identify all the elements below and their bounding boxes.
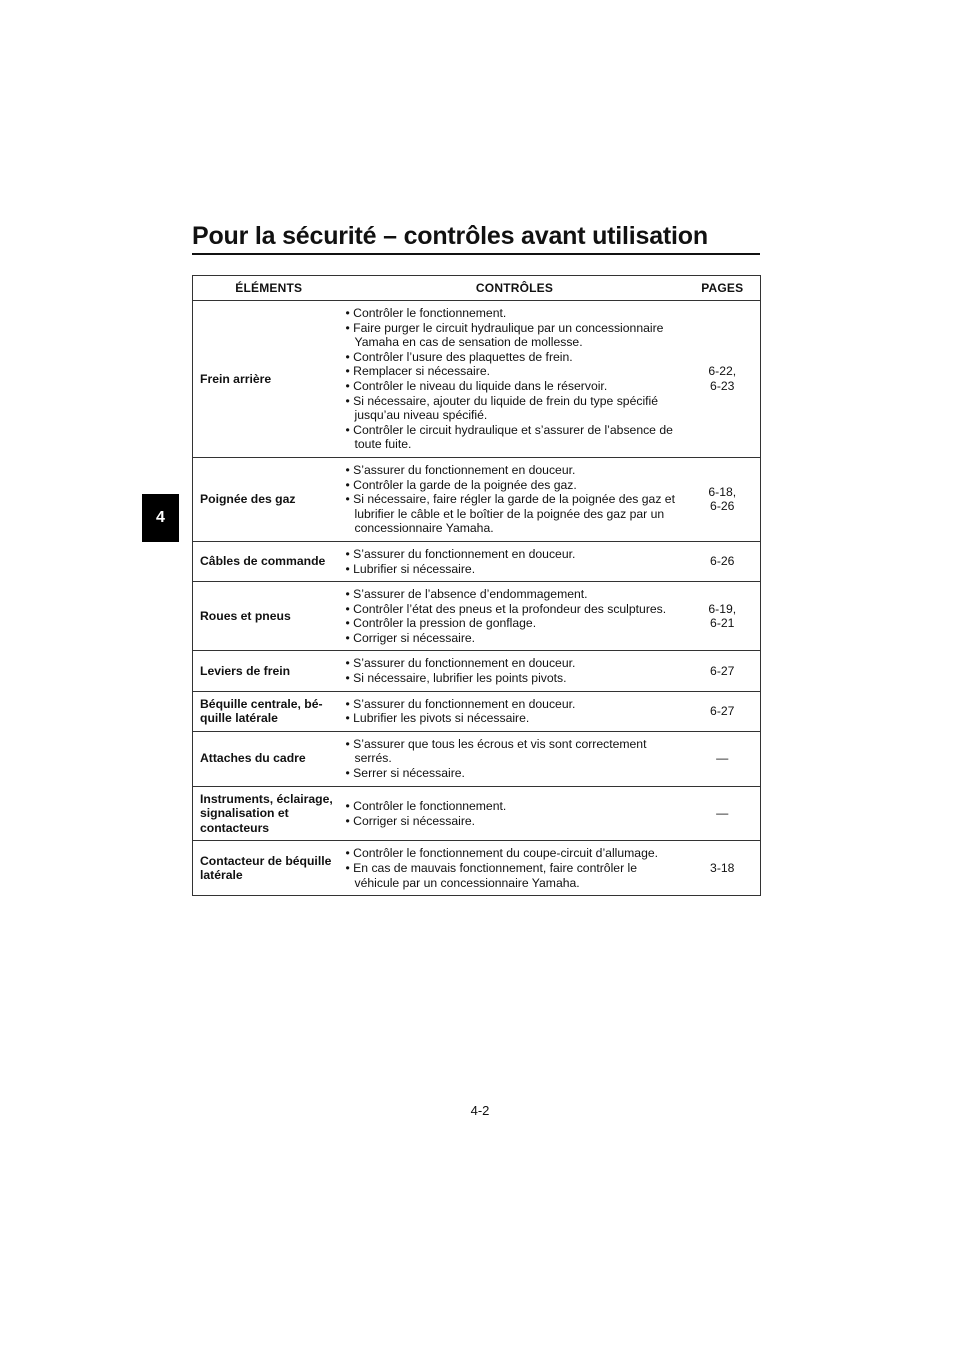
item-cell: Contacteur de béquille latérale (193, 841, 345, 896)
item-cell: Attaches du cadre (193, 731, 345, 786)
table-row (193, 457, 761, 541)
page-number: 4-2 (470, 1103, 490, 1118)
check-item: • Contrôler l’usure des plaquettes de frein. (346, 350, 681, 365)
checks-list (346, 587, 681, 645)
check-item: • Lubrifier les pivots si nécessaire. (346, 711, 681, 726)
pages-cell: 6-27 (685, 651, 761, 691)
pages-cell: 6-22, 6-23 (685, 301, 761, 458)
check-item: • Contrôler la pression de gonflage. (346, 616, 681, 631)
pages-cell: — (685, 731, 761, 786)
check-item: • Contrôler le circuit hydraulique et s’assurer de l’absence de toute fuite. (346, 423, 681, 452)
table-row (193, 731, 761, 786)
check-item: • Si nécessaire, faire régler la garde de la poignée des gaz et lubrifier le câble et le boîtier de la poignée des gaz par un concessionnaire Yamaha. (346, 492, 681, 536)
table-row (193, 691, 761, 731)
table-row (193, 582, 761, 651)
check-item: • S’assurer que tous les écrous et vis sont correctement serrés. (346, 737, 681, 766)
item-cell: Frein arrière (193, 301, 345, 458)
check-item: • Si nécessaire, lubrifier les points pivots. (346, 671, 681, 686)
item-cell: Instruments, éclairage, signalisation et contacteurs (193, 786, 345, 841)
item-cell: Poignée des gaz (193, 457, 345, 541)
pages-cell: 6-27 (685, 691, 761, 731)
pages-cell: — (685, 786, 761, 841)
check-item: • S’assurer du fonctionnement en douceur. (346, 547, 681, 562)
item-cell: Câbles de commande (193, 541, 345, 581)
check-item: • S’assurer du fonctionnement en douceur. (346, 656, 681, 671)
checks-cell (345, 786, 685, 841)
check-item: • Serrer si nécessaire. (346, 766, 681, 781)
checks-list (346, 697, 681, 726)
check-item: • Corriger si nécessaire. (346, 631, 681, 646)
check-item: • Contrôler l’état des pneus et la profondeur des sculptures. (346, 602, 681, 617)
table-row (193, 841, 761, 896)
pages-cell: 6-18, 6-26 (685, 457, 761, 541)
check-item: • En cas de mauvais fonctionnement, faire contrôler le véhicule par un concessionnaire Yamaha. (346, 861, 681, 890)
checks-list (346, 799, 681, 828)
check-item: • Contrôler la garde de la poignée des gaz. (346, 478, 681, 493)
item-cell: Béquille centrale, béquille latérale (193, 691, 345, 731)
chapter-tab: 4 (142, 494, 179, 542)
checks-list (346, 656, 681, 685)
check-item: • Si nécessaire, ajouter du liquide de frein du type spécifié jusqu’au niveau spécifié. (346, 394, 681, 423)
check-item: • Remplacer si nécessaire. (346, 364, 681, 379)
table-row (193, 786, 761, 841)
table-header-row (193, 276, 761, 301)
item-cell: Roues et pneus (193, 582, 345, 651)
table-body (193, 301, 761, 896)
check-item: • Contrôler le fonctionnement. (346, 306, 681, 321)
checks-cell (345, 651, 685, 691)
check-item: • Contrôler le niveau du liquide dans le réservoir. (346, 379, 681, 394)
pages-cell: 3-18 (685, 841, 761, 896)
table-row (193, 651, 761, 691)
checks-list (346, 737, 681, 781)
checks-cell (345, 457, 685, 541)
checks-cell (345, 841, 685, 896)
pre-operation-checks-table (192, 275, 761, 896)
checks-cell (345, 731, 685, 786)
checks-list (346, 306, 681, 452)
check-item: • S’assurer de l’absence d’endommagement. (346, 587, 681, 602)
column-header-checks: CONTRÔLES (345, 276, 685, 301)
checks-cell (345, 541, 685, 581)
title-underline (192, 253, 760, 255)
table-row (193, 541, 761, 581)
page-title: Pour la sécurité – contrôles avant utilisation (192, 222, 708, 250)
column-header-pages: PAGES (685, 276, 761, 301)
checks-list (346, 463, 681, 536)
table-row (193, 301, 761, 458)
column-header-items: ÉLÉMENTS (193, 276, 345, 301)
checks-list (346, 846, 681, 890)
check-item: • Contrôler le fonctionnement. (346, 799, 681, 814)
checks-cell (345, 582, 685, 651)
check-item: • S’assurer du fonctionnement en douceur. (346, 463, 681, 478)
check-item: • S’assurer du fonctionnement en douceur. (346, 697, 681, 712)
checks-list (346, 547, 681, 576)
check-item: • Contrôler le fonctionnement du coupe-circuit d’allumage. (346, 846, 681, 861)
pages-cell: 6-19, 6-21 (685, 582, 761, 651)
check-item: • Faire purger le circuit hydraulique par un concessionnaire Yamaha en cas de sensation de mollesse. (346, 321, 681, 350)
item-cell: Leviers de frein (193, 651, 345, 691)
check-item: • Lubrifier si nécessaire. (346, 562, 681, 577)
checks-cell (345, 301, 685, 458)
checks-cell (345, 691, 685, 731)
check-item: • Corriger si nécessaire. (346, 814, 681, 829)
pages-cell: 6-26 (685, 541, 761, 581)
